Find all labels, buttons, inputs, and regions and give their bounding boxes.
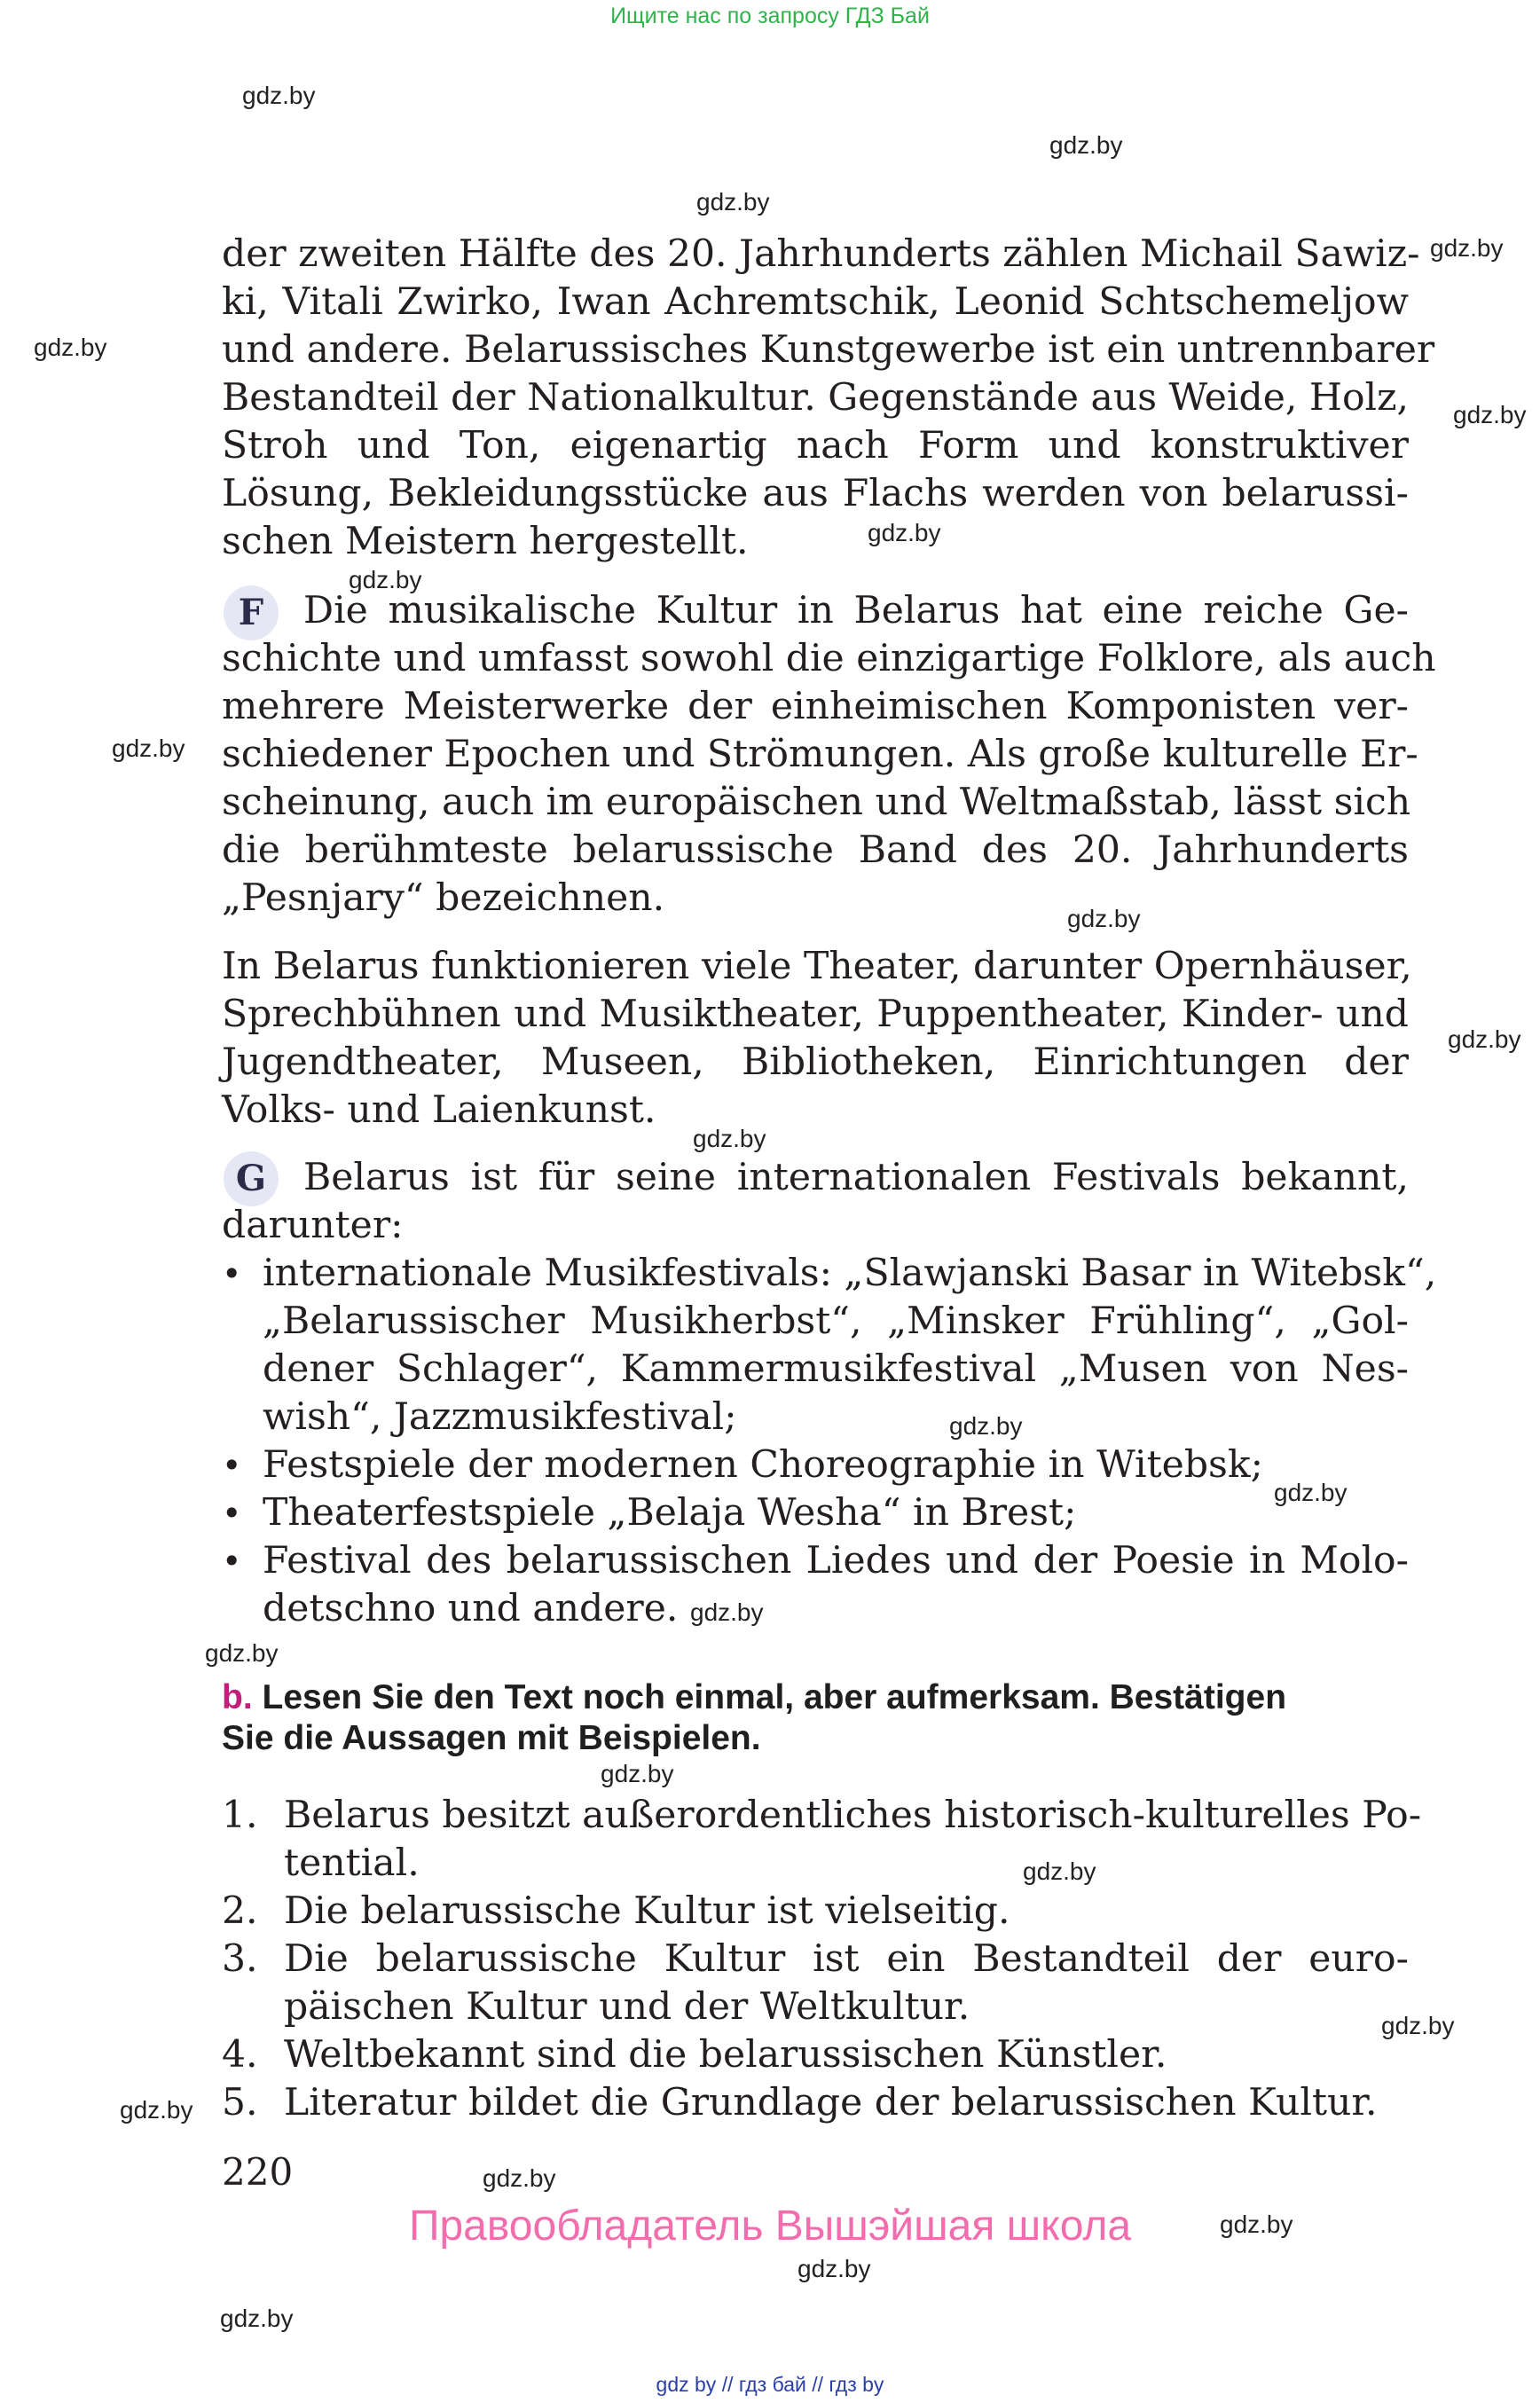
list-item [284, 2079, 1409, 2127]
list-item [263, 1250, 1437, 1441]
watermark: gdz.by [349, 566, 422, 593]
list-number: 1. [222, 1794, 258, 1837]
task-b-instruction [222, 1677, 1409, 1759]
text-line: schichte und umfasst sowohl die einzigartige Folklore, als auch [222, 637, 1436, 680]
watermark: gdz.by [1049, 131, 1123, 159]
section-e-paragraph [222, 231, 1435, 566]
text-line: Die belarussische Kultur ist ein Bestandteil der euro- [284, 1937, 1409, 1981]
list-item [263, 1441, 1409, 1489]
list-item [284, 2031, 1409, 2079]
bullet-icon: • [222, 1542, 242, 1581]
task-letter: b. [222, 1678, 253, 1716]
text-line: mehrere Meisterwerke der einheimischen Komponisten ver- [222, 685, 1409, 728]
text-line: Stroh und Ton, eigenartig nach Form und konstruktiver [222, 424, 1409, 467]
watermark: gdz.by [601, 1760, 674, 1787]
text-line: scheinung, auch im europäischen und Weltmaßstab, lässt sich [222, 781, 1411, 824]
watermark: gdz.by [220, 2305, 294, 2332]
watermark: gdz.by [696, 188, 770, 216]
text-line: Die musikalische Kultur in Belarus hat eine reiche Ge- [303, 589, 1409, 632]
text-line: Die belarussische Kultur ist vielseitig. [284, 1889, 1010, 1933]
text-line: Theaterfestspiele „Belaja Wesha“ in Brest; [263, 1491, 1077, 1535]
list-number: 2. [222, 1889, 258, 1933]
watermark: gdz.by [1220, 2211, 1293, 2238]
text-line: Bestandteil der Nationalkultur. Gegenstände aus Weide, Holz, [222, 376, 1410, 420]
text-line: Weltbekannt sind die belarussischen Künstler. [284, 2033, 1167, 2077]
text-line: internationale Musikfestivals: „Slawjanski Basar in Witebsk“, [263, 1252, 1437, 1295]
section-f-paragraph [222, 587, 1436, 923]
watermark: gdz.by [483, 2164, 556, 2192]
bullet-icon: • [222, 1254, 242, 1293]
watermark: gdz.by [949, 1412, 1023, 1440]
text-line: tential. [284, 1842, 420, 1885]
text-line: Jugendtheater, Museen, Bibliotheken, Einrichtungen der [222, 1041, 1409, 1084]
section-badge-f: F [224, 585, 279, 640]
theater-paragraph [222, 943, 1412, 1135]
text-line: „Belarussischer Musikherbst“, „Minsker Frühling“, „Gol- [263, 1300, 1409, 1343]
text-line: die berühmteste belarussische Band des 20. Jahrhunderts [222, 828, 1409, 872]
text-line: Festival des belarussischen Liedes und der Poesie in Molo- [263, 1539, 1409, 1582]
list-item [284, 1888, 1409, 1936]
list-item [263, 1489, 1409, 1537]
text-line: Literatur bildet die Grundlage der belarussischen Kultur. [284, 2081, 1378, 2124]
text-line: päischen Kultur und der Weltkultur. [284, 1985, 970, 2029]
text-line: der zweiten Hälfte des 20. Jahrhunderts zählen Michail Sawiz- [222, 232, 1420, 276]
watermark: gdz.by [1453, 401, 1527, 428]
list-number: 5. [222, 2081, 258, 2124]
text-line: Volks- und Laienkunst. [222, 1088, 656, 1132]
copyright-notice: Правообладатель Вышэйшая школа [408, 2203, 1132, 2250]
text-line: „Pesnjary“ bezeichnen. [222, 876, 665, 920]
list-item [284, 1792, 1422, 1888]
watermark: gdz.by [205, 1639, 279, 1667]
watermark: gdz.by [690, 1598, 764, 1626]
bullet-icon: • [222, 1446, 242, 1485]
watermark: gdz.by [1067, 905, 1141, 932]
watermark: gdz.by [1274, 1479, 1348, 1506]
bullet-icon: • [222, 1494, 242, 1533]
page-number: 220 [222, 2150, 294, 2194]
text-line: und andere. Belarussisches Kunstgewerbe ist ein untrennbarer [222, 328, 1435, 372]
watermark: gdz.by [1023, 1857, 1096, 1885]
list-number: 3. [222, 1937, 258, 1981]
footer-links: gdz by // гдз бай // гдз by [656, 2373, 884, 2396]
text-line: Sie die Aussagen mit Beispielen. [222, 1719, 761, 1757]
watermark: gdz.by [1430, 234, 1504, 262]
text-line: Belarus besitzt außerordentliches historisch-kulturelles Po- [284, 1794, 1422, 1837]
list-number: 4. [222, 2033, 258, 2077]
list-item [284, 1936, 1409, 2031]
watermark: gdz.by [34, 334, 107, 361]
text-line: Festspiele der modernen Choreographie in Witebsk; [263, 1443, 1263, 1487]
text-line: detschno und andere. [263, 1587, 679, 1630]
watermark: gdz.by [242, 82, 316, 109]
text-line: Belarus ist für seine internationalen Festivals bekannt, [303, 1156, 1409, 1199]
text-line: In Belarus funktionieren viele Theater, darunter Opernhäuser, [222, 945, 1412, 988]
text-line: darunter: [222, 1204, 404, 1247]
text-line: Lesen Sie den Text noch einmal, aber aufmerksam. Bestätigen [262, 1678, 1287, 1716]
watermark: gdz.by [1381, 2012, 1455, 2039]
watermark: gdz.by [693, 1125, 766, 1152]
watermark: gdz.by [798, 2255, 871, 2282]
text-line: schen Meistern hergestellt. [222, 520, 749, 563]
section-g-intro [222, 1154, 1409, 1250]
text-line: Sprechbühnen und Musiktheater, Puppentheater, Kinder- und [222, 993, 1409, 1036]
watermark: gdz.by [112, 734, 185, 762]
text-line: schiedener Epochen und Strömungen. Als große kulturelle Er- [222, 733, 1418, 776]
list-item [263, 1537, 1409, 1633]
text-line: Lösung, Bekleidungsstücke aus Flachs werden von belarussi- [222, 472, 1409, 515]
text-line: wish“, Jazzmusikfestival; [263, 1395, 737, 1439]
top-banner: Ищите нас по запросу ГДЗ Бай [610, 4, 930, 28]
text-line: ki, Vitali Zwirko, Iwan Achremtschik, Leonid Schtschemeljow [222, 280, 1409, 324]
text-line: dener Schlager“, Kammermusikfestival „Musen von Nes- [263, 1347, 1409, 1391]
watermark: gdz.by [868, 519, 941, 546]
section-badge-g: G [224, 1151, 279, 1206]
watermark: gdz.by [120, 2096, 193, 2124]
watermark: gdz.by [1448, 1025, 1521, 1053]
